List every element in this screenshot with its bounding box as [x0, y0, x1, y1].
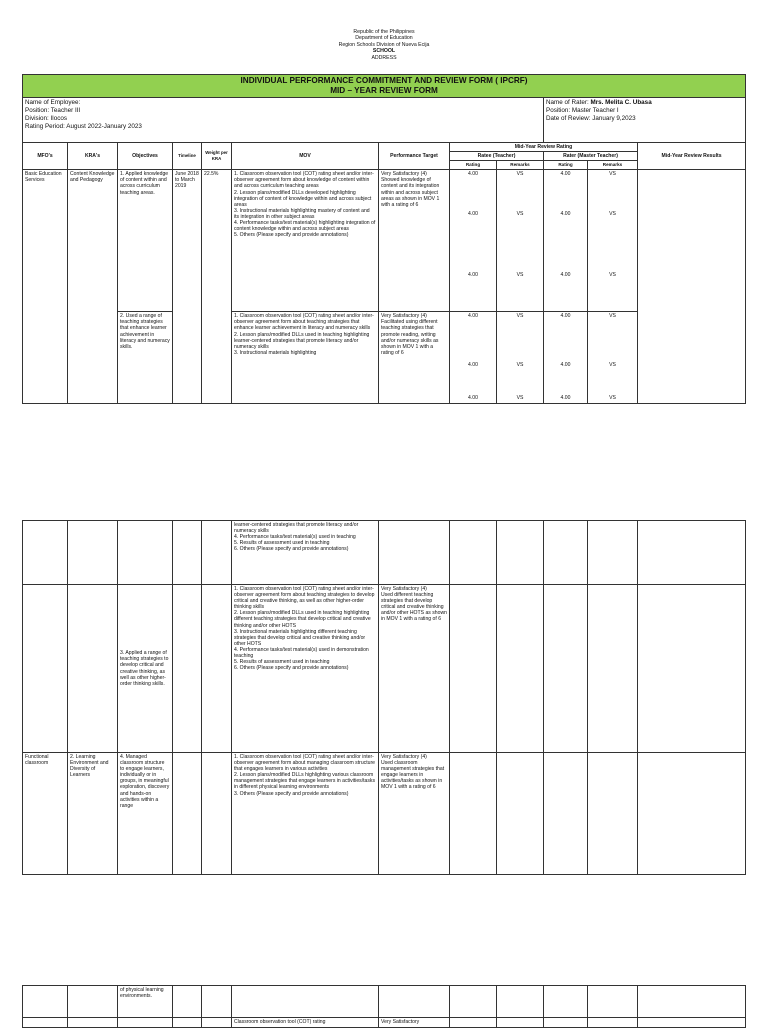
target-cell — [379, 521, 450, 585]
ratee-rating-cell — [450, 521, 497, 585]
col-midyear-rating: Mid-Year Review Rating — [450, 143, 638, 152]
weight-cell — [202, 1018, 232, 1028]
form-title-line2: MID – YEAR REVIEW FORM — [330, 86, 438, 95]
mfo-cell — [23, 1018, 68, 1028]
letterhead-line2: Department of Education — [355, 35, 413, 42]
rating-value: 4.00 — [560, 211, 571, 218]
ratee-remarks-cell — [497, 753, 544, 875]
ipcrf-table-page2 — [22, 520, 746, 875]
ipcrf-table-page3 — [22, 985, 746, 1028]
ratee-remarks-cell — [497, 986, 544, 1018]
table-row — [23, 312, 746, 404]
mov-cell: 1. Classroom observation tool (COT) rating sheet and/or inter-observer agreement form about teaching strategies that enhance learner achievement in literacy and numeracy skills 2. Lesson plans/modified DLLs used in teaching highlighting learner-centered strategies that promote literacy and/or numeracy skills 3. Instructional materials highlighting — [232, 312, 379, 404]
remarks-value: VS — [516, 272, 524, 279]
remarks-value: VS — [516, 171, 524, 178]
col-ratee-rating: Rating — [450, 161, 497, 170]
col-rater: Rater (Master Teacher) — [544, 152, 638, 161]
mfo-cell — [23, 986, 68, 1018]
rater-rating-cell — [544, 521, 588, 585]
rater-rating-cell — [544, 170, 588, 312]
timeline-cell: June 2018 to March 2019 — [173, 170, 202, 404]
employee-rating-period: Rating Period: August 2022-January 2023 — [25, 123, 142, 130]
table-row — [23, 1018, 746, 1028]
rater-rating-cell — [544, 986, 588, 1018]
rating-value: 4.00 — [468, 313, 478, 320]
rater-remarks-cell — [588, 585, 638, 753]
rating-value: 4.00 — [468, 395, 478, 402]
col-weight: Weight per KRA — [202, 143, 232, 170]
mfo-cell: Basic Education Services — [23, 170, 68, 404]
rating-value: 4.00 — [560, 313, 571, 320]
rating-value: 4.00 — [468, 211, 478, 218]
col-kra: KRA's — [68, 143, 118, 170]
remarks-value: VS — [516, 362, 524, 369]
kra-cell — [68, 986, 118, 1018]
col-timeline: Timeline — [173, 143, 202, 170]
remarks-value: VS — [516, 211, 524, 218]
ratee-remarks-cell — [497, 585, 544, 753]
mfo-cell — [23, 585, 68, 753]
rater-review-date: Date of Review: January 9,2023 — [546, 115, 636, 122]
rating-value: 4.00 — [560, 395, 571, 402]
weight-cell — [202, 753, 232, 875]
results-cell — [638, 1018, 746, 1028]
kra-cell — [68, 1018, 118, 1028]
weight-cell: 22.5% — [202, 170, 232, 404]
ratee-rating-cell — [450, 312, 497, 404]
employee-position: Position: Teacher III — [25, 107, 81, 114]
rating-value: 4.00 — [560, 171, 571, 178]
table-row — [23, 521, 746, 585]
col-rater-remarks: Remarks — [588, 161, 638, 170]
rater-remarks-cell — [588, 1018, 638, 1028]
rating-value: 4.00 — [560, 362, 571, 369]
remarks-value: VS — [609, 395, 616, 402]
rater-name-label: Name of Rater: — [546, 99, 591, 106]
rater-info — [544, 98, 746, 143]
weight-cell — [202, 585, 232, 753]
rater-remarks-cell — [588, 986, 638, 1018]
remarks-value: VS — [609, 313, 616, 320]
timeline-cell — [173, 521, 202, 585]
results-cell — [638, 753, 746, 875]
mov-cell: 1. Classroom observation tool (COT) rating sheet and/or inter-observer agreement form about knowledge of content within and across curriculum teaching areas 2. Lesson plans/modified DLLs developed highlighting integration of content of knowledge within and across subject areas 3. Instructional materials highlighting mastery of content and its integration in other subject areas 4. Performance tasks/test material(s) highlighting integration of content knowledge within and across subject areas 5. Others (Please specify and provide annotations) — [232, 170, 379, 312]
rater-position: Position: Master Teacher I — [546, 107, 619, 114]
mov-cell: learner-centered strategies that promote literacy and/or numeracy skills 4. Performance tasks/test material(s) used in teaching 5. Results of assessment used in teaching 6. Others (Please specify and provide annotations) — [232, 521, 379, 585]
col-objectives: Objectives — [118, 143, 173, 170]
remarks-value: VS — [516, 313, 524, 320]
objective-cell: 3. Applied a range of teaching strategies to develop critical and creative thinking, as well as other higher-order thinking skills. — [118, 585, 173, 753]
mfo-cell — [23, 521, 68, 585]
ratee-rating-cell — [450, 585, 497, 753]
mov-cell: 1. Classroom observation tool (COT) rating sheet and/or inter-observer agreement form about teaching strategies to develop critical and creative thinking, as well as other higher-order thinking skills 2. Lesson plans/modified DLLs used in teaching highlighting different teaching strategies that develop critical and creative thinking and/or other HOTS 3. Instructional materials highlighting different teaching strategies that develop critical and creative thinking and/or other HOTS 4. Performance tasks/test material(s) used in demonstration teaching 5. Results of assessment used in teaching 6. Others (Please specify and provide annotations) — [232, 585, 379, 753]
target-cell: Very Satisfactory (4) Facilitated using different teaching strategies that promote reading, writing and/or numeracy skills as shown in MOV 1 with a rating of 6 — [379, 312, 450, 404]
remarks-value: VS — [609, 362, 616, 369]
employee-name: Name of Employee: — [25, 99, 81, 106]
objective-cell — [118, 1018, 173, 1028]
employee-division: Division: Ilocos — [25, 115, 67, 122]
remarks-value: VS — [516, 395, 524, 402]
rating-value: 4.00 — [468, 362, 478, 369]
table-row — [23, 170, 746, 312]
table-row — [23, 753, 746, 875]
rating-value: 4.00 — [468, 272, 478, 279]
ratee-rating-cell — [450, 170, 497, 312]
ratee-remarks-cell — [497, 521, 544, 585]
kra-cell — [68, 521, 118, 585]
mov-cell: Classroom observation tool (COT) rating — [232, 1018, 379, 1028]
weight-cell — [202, 986, 232, 1018]
results-cell — [638, 170, 746, 404]
ratee-remarks-cell — [497, 312, 544, 404]
rater-name-value: Mrs. Melita C. Ubasa — [590, 99, 652, 106]
rater-rating-cell — [544, 585, 588, 753]
ratee-rating-cell — [450, 1018, 497, 1028]
objective-cell: of physical learning environments. — [118, 986, 173, 1018]
rater-remarks-cell — [588, 170, 638, 312]
mfo-cell: Functional classroom — [23, 753, 68, 875]
ratee-rating-cell — [450, 986, 497, 1018]
mov-cell: 1. Classroom observation tool (COT) rating sheet and/or inter-observer agreement form about managing classroom structure that engages learners in various activities 2. Lesson plans/modified DLLs highlighting various classroom management strategies that engage learners in activities/tasks in different physical learning environments 3. Others (Please specify and provide annotations) — [232, 753, 379, 875]
results-cell — [638, 585, 746, 753]
letterhead — [0, 29, 768, 61]
kra-cell — [68, 585, 118, 753]
remarks-value: VS — [609, 171, 616, 178]
kra-cell: Content Knowledge and Pedagogy — [68, 170, 118, 404]
timeline-cell — [173, 585, 202, 753]
form-title-line1: INDIVIDUAL PERFORMANCE COMMITMENT AND REVIEW FORM ( IPCRF) — [240, 76, 528, 85]
ratee-remarks-cell — [497, 1018, 544, 1028]
target-cell: Very Satisfactory (4) Used classroom management strategies that engage learners in activities/tasks as shown in MOV 1 with a rating of 6 — [379, 753, 450, 875]
col-rater-rating: Rating — [544, 161, 588, 170]
col-target: Performance Target — [379, 143, 450, 170]
rating-value: 4.00 — [560, 272, 571, 279]
objective-cell: 4. Managed classroom structure to engage learners, individually or in groups, in meaningful exploration, discovery and hands-on activities within a range — [118, 753, 173, 875]
mov-cell — [232, 986, 379, 1018]
objective-cell — [118, 521, 173, 585]
col-ratee: Ratee (Teacher) — [450, 152, 544, 161]
rater-remarks-cell — [588, 521, 638, 585]
col-results: Mid-Year Review Results — [638, 143, 746, 170]
weight-cell — [202, 521, 232, 585]
ratee-rating-cell — [450, 753, 497, 875]
form-title — [23, 75, 746, 98]
rater-rating-cell — [544, 312, 588, 404]
target-cell: Very Satisfactory (4) Used different teaching strategies that develop critical and creative thinking and/or other HOTS as shown in MOV 1 with a rating of 6 — [379, 585, 450, 753]
results-cell — [638, 986, 746, 1018]
employee-info — [23, 98, 544, 143]
letterhead-line3: Region Schools Division of Nueva Ecija — [338, 41, 430, 48]
timeline-cell — [173, 986, 202, 1018]
objective-cell: 2. Used a range of teaching strategies that enhance learner achievement in literacy and numeracy skills. — [118, 312, 173, 404]
target-cell: Very Satisfactory — [379, 1018, 450, 1028]
letterhead-line1: Republic of the Philippines — [353, 29, 415, 35]
remarks-value: VS — [609, 272, 616, 279]
rater-rating-cell — [544, 753, 588, 875]
rater-remarks-cell — [588, 312, 638, 404]
rater-name — [546, 99, 743, 107]
table-row — [23, 585, 746, 753]
col-mfo: MFO's — [23, 143, 68, 170]
objective-cell: 1. Applied knowledge of content within and across curriculum teaching areas. — [118, 170, 173, 312]
letterhead-address: ADDRESS — [371, 54, 397, 61]
col-mov: MOV — [232, 143, 379, 170]
kra-cell: 2. Learning Environment and Diversity of Learners — [68, 753, 118, 875]
rater-rating-cell — [544, 1018, 588, 1028]
target-cell: Very Satisfactory (4) Showed knowledge of content and its integration within and across subject areas as shown in MOV 1 with a rating of 6 — [379, 170, 450, 312]
rating-value: 4.00 — [468, 171, 478, 178]
results-cell — [638, 521, 746, 585]
target-cell — [379, 986, 450, 1018]
ipcrf-table-page1 — [22, 74, 746, 404]
rater-remarks-cell — [588, 753, 638, 875]
col-ratee-remarks: Remarks — [497, 161, 544, 170]
ratee-remarks-cell — [497, 170, 544, 312]
letterhead-school: SCHOOL — [372, 48, 396, 55]
remarks-value: VS — [609, 211, 616, 218]
timeline-cell — [173, 1018, 202, 1028]
timeline-cell — [173, 753, 202, 875]
table-row — [23, 986, 746, 1018]
